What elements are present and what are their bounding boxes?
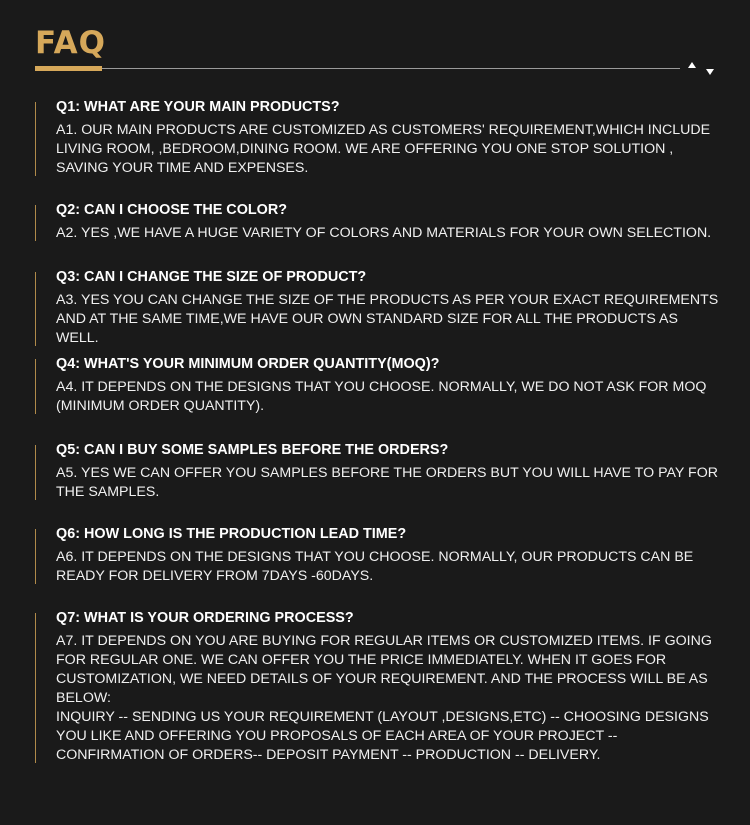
faq-title: FAQ	[35, 25, 106, 61]
accent-bar	[35, 613, 36, 763]
accent-bar	[35, 205, 36, 241]
triangle-up-icon	[688, 62, 696, 68]
faq-item-1	[35, 98, 725, 178]
triangle-down-icon	[706, 69, 714, 75]
faq-item-3	[35, 268, 725, 348]
faq-question: Q6: HOW LONG IS THE PRODUCTION LEAD TIME?	[56, 526, 407, 542]
accent-bar	[35, 359, 36, 414]
accent-bar	[35, 445, 36, 500]
accent-bar	[35, 529, 36, 584]
faq-answer: A5. YES WE CAN OFFER YOU SAMPLES BEFORE THE ORDERS BUT YOU WILL HAVE TO PAY FOR THE SAMPLES.	[56, 465, 718, 500]
faq-item-2	[35, 201, 725, 243]
header-divider	[102, 68, 680, 69]
faq-item-5	[35, 441, 725, 502]
faq-item-6	[35, 525, 725, 586]
faq-answer: A2. YES ,WE HAVE A HUGE VARIETY OF COLORS AND MATERIALS FOR YOUR OWN SELECTION.	[56, 225, 712, 241]
faq-question: Q5: CAN I BUY SOME SAMPLES BEFORE THE ORDERS?	[56, 442, 449, 458]
faq-question: Q4: WHAT'S YOUR MINIMUM ORDER QUANTITY(MOQ)?	[56, 356, 440, 372]
faq-question: Q3: CAN I CHANGE THE SIZE OF PRODUCT?	[56, 269, 367, 285]
accent-bar	[35, 102, 36, 176]
faq-answer: A3. YES YOU CAN CHANGE THE SIZE OF THE PRODUCTS AS PER YOUR EXACT REQUIREMENTS AND AT THE SAME TIME,WE HAVE OUR OWN STANDARD SIZE FOR ALL THE PRODUCTS AS WELL.	[56, 292, 719, 346]
faq-item-4	[35, 355, 725, 416]
faq-answer: A1. OUR MAIN PRODUCTS ARE CUSTOMIZED AS CUSTOMERS' REQUIREMENT,WHICH INCLUDE LIVING ROOM, ,BEDROOM,DINING ROOM. WE ARE OFFERING YOU ONE STOP SOLUTION , SAVING YOUR TIME AND EXPENSES.	[56, 122, 711, 176]
faq-question: Q2: CAN I CHOOSE THE COLOR?	[56, 202, 288, 218]
accent-bar	[35, 272, 36, 346]
title-underline	[35, 66, 102, 71]
faq-question: Q7: WHAT IS YOUR ORDERING PROCESS?	[56, 610, 354, 626]
faq-answer: A7. IT DEPENDS ON YOU ARE BUYING FOR REGULAR ITEMS OR CUSTOMIZED ITEMS. IF GOING FOR REGULAR ONE. WE CAN OFFER YOU THE PRICE IMMEDIATELY. WHEN IT GOES FOR CUSTOMIZATION, WE NEED DETAILS OF YOUR REQUIREMENT. AND THE PROCESS WILL BE AS BELOW:	[56, 633, 712, 706]
faq-question: Q1: WHAT ARE YOUR MAIN PRODUCTS?	[56, 99, 340, 115]
faq-header	[0, 0, 750, 90]
faq-item-7	[35, 609, 725, 765]
faq-answer: A4. IT DEPENDS ON THE DESIGNS THAT YOU CHOOSE. NORMALLY, WE DO NOT ASK FOR MOQ (MINIMUM ORDER QUANTITY).	[56, 379, 707, 414]
faq-answer: A6. IT DEPENDS ON THE DESIGNS THAT YOU CHOOSE. NORMALLY, OUR PRODUCTS CAN BE READY FOR DELIVERY FROM 7DAYS -60DAYS.	[56, 549, 694, 584]
faq-answer-process: INQUIRY -- SENDING US YOUR REQUIREMENT (LAYOUT ,DESIGNS,ETC) -- CHOOSING DESIGNS YOU LIKE AND OFFERING YOU PROPOSALS OF EACH AREA OF YOUR PROJECT -- CONFIRMATION OF ORDERS-- DEPOSIT PAYMENT -- PRODUCTION -- DELIVERY.	[56, 709, 709, 763]
